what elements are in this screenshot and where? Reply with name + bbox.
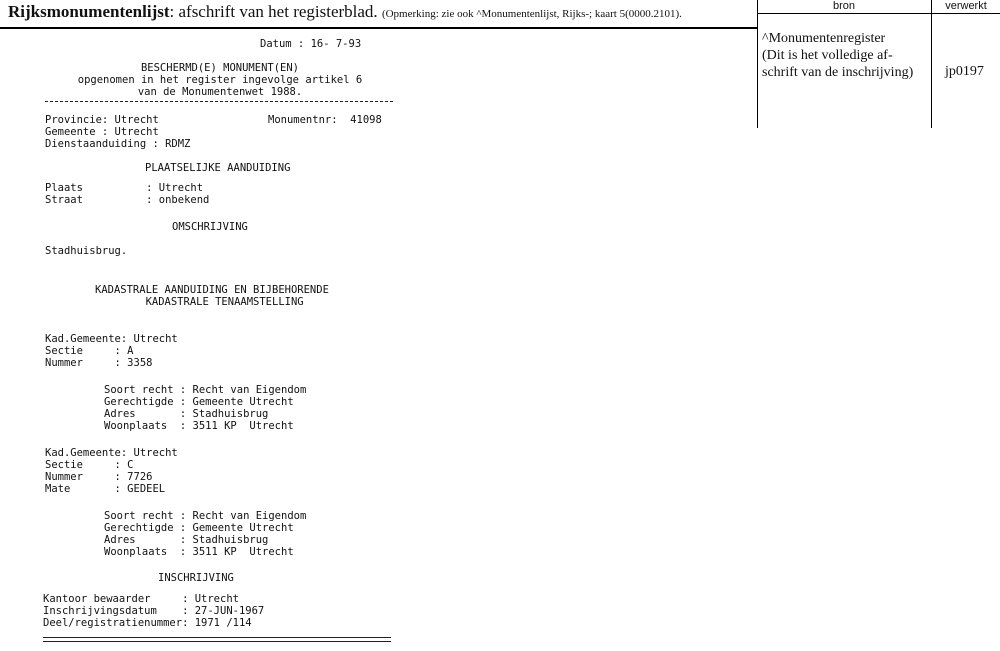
source-table-header-rule — [757, 13, 1000, 14]
dashed-rule — [45, 101, 393, 102]
heading-kadastrale: KADASTRALE AANDUIDING EN BIJBEHORENDE KADASTRALE TENAAMSTELLING — [95, 284, 329, 308]
plaats-straat: Plaats : Utrecht Straat : onbekend — [45, 182, 210, 206]
header-title-rest: : afschrift van het registerblad. — [169, 2, 378, 21]
heading-plaatselijke: PLAATSELIJKE AANDUIDING — [145, 162, 291, 174]
header-title-bold: Rijksmonumentenlijst — [8, 2, 170, 21]
verwerkt-text: jp0197 — [945, 64, 984, 79]
register-title: BESCHERMD(E) MONUMENT(EN) opgenomen in het register ingevolge artikel 6 van de Monumentenwet 1988. — [77, 62, 363, 98]
monumentnr: Monumentnr: 41098 — [268, 114, 382, 126]
heading-omschrijving: OMSCHRIJVING — [172, 221, 248, 233]
recht-2: Soort recht : Recht van Eigendom Gerechtigde : Gemeente Utrecht Adres : Stadhuisbrug Woonplaats : 3511 KP Utrecht — [104, 510, 307, 558]
source-table-divider — [931, 0, 932, 128]
provincie: Provincie: Utrecht — [45, 114, 159, 126]
kadaster-2: Kad.Gemeente: Utrecht Sectie : C Nummer : 7726 Mate : GEDEEL — [45, 447, 178, 495]
double-rule — [43, 637, 391, 642]
datum: Datum : 16- 7-93 — [260, 38, 362, 50]
source-table — [757, 0, 1000, 128]
inschrijving-details: Kantoor bewaarder : Utrecht Inschrijvingsdatum : 27-JUN-1967 Deel/registratienummer: 1971 /114 — [43, 593, 265, 629]
bron-text: ^Monumentenregister (Dit is het volledige af- schrift van de inschrijving) — [762, 31, 914, 80]
gemeente-dienst: Gemeente : Utrecht Dienstaanduiding : RDMZ — [45, 126, 191, 150]
recht-1: Soort recht : Recht van Eigendom Gerechtigde : Gemeente Utrecht Adres : Stadhuisbrug Woonplaats : 3511 KP Utrecht — [104, 384, 307, 432]
header-note: (Opmerking: zie ook ^Monumentenlijst, Rijks-; kaart 5(0000.2101). — [381, 8, 682, 20]
kadaster-1: Kad.Gemeente: Utrecht Sectie : A Nummer : 3358 — [45, 333, 178, 369]
heading-inschrijving: INSCHRIJVING — [158, 572, 234, 584]
col-bron: bron — [832, 0, 856, 12]
header-rule — [0, 27, 757, 29]
source-table-border — [757, 0, 758, 128]
document-header — [8, 2, 682, 22]
omschrijving-text: Stadhuisbrug. — [45, 245, 128, 257]
col-verwerkt: verwerkt — [945, 0, 987, 12]
